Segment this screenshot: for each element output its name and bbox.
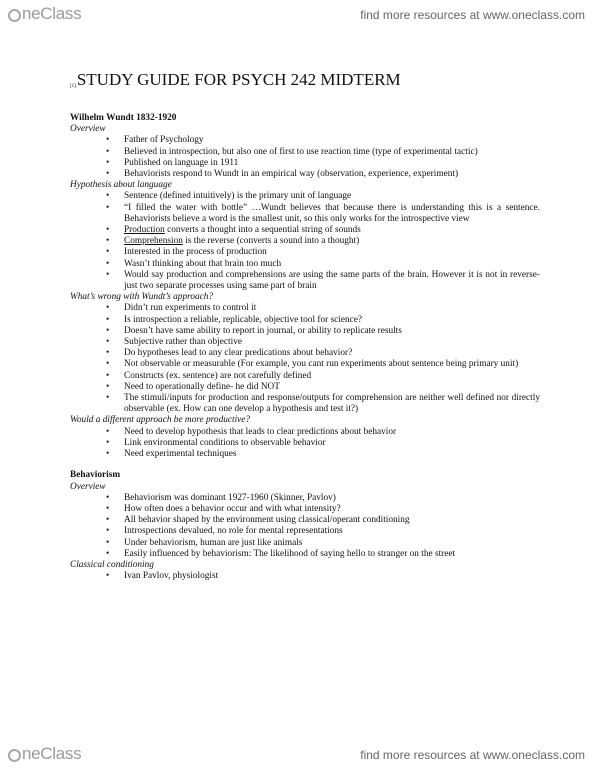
- list-item: • Comprehension is the reverse (converts a sound into a thought): [124, 236, 540, 247]
- list-item: • Didn’t run experiments to control it: [124, 303, 540, 314]
- list-item: • Wasn’t thinking about that brain too much: [124, 259, 540, 270]
- list-item: • Under behaviorism, human are just like animals: [124, 538, 540, 549]
- list-item: • Production converts a thought into a sequential string of sounds: [124, 225, 540, 236]
- subheading-different-approach: Would a different approach be more productive?: [70, 415, 251, 426]
- header-promo-link[interactable]: find more resources at www.oneclass.com: [360, 8, 585, 22]
- list-item: • Subjective rather than objective: [124, 337, 540, 348]
- list-item: • Ivan Pavlov, physiologist: [124, 571, 540, 582]
- list-item: • Doesn’t have same ability to report in journal, or ability to replicate results: [124, 326, 540, 337]
- subheading-hypothesis: Hypothesis about language: [70, 180, 172, 191]
- term-production: Production: [124, 225, 165, 236]
- list-item: • Do hypotheses lead to any clear predications about behavior?: [124, 348, 540, 359]
- subheading-whats-wrong: What’s wrong with Wundt’s approach?: [70, 292, 214, 303]
- list-classical-conditioning: [70, 571, 540, 582]
- oneclass-logo: neClass: [8, 4, 81, 24]
- document-title: [1]STUDY GUIDE FOR PSYCH 242 MIDTERM: [70, 70, 401, 89]
- list-item: • Would say production and comprehensions are using the same parts of the brain. However it is not in reverse-just two separate processes using same part of brain: [124, 270, 540, 292]
- list-item: • Behaviorists respond to Wundt in an empirical way (observation, experience, experiment): [124, 169, 540, 180]
- list-item: • All behavior shaped by the environment using classical/operant conditioning: [124, 515, 540, 526]
- circle-o-icon: [8, 749, 21, 762]
- list-item: • Sentence (defined intuitively) is the primary unit of language: [124, 191, 540, 202]
- footer-promo-link[interactable]: find more resources at www.oneclass.com: [360, 748, 585, 762]
- list-item: • Link environmental conditions to observable behavior: [124, 438, 540, 449]
- list-item: • The stimuli/inputs for production and response/outputs for comprehension are neither well defined nor directly observable (ex. How can one develop a hypothesis and test it?): [124, 393, 540, 415]
- subheading-overview: Overview: [70, 481, 106, 492]
- subheading-overview: Overview: [70, 124, 106, 135]
- list-wundt-overview: [70, 135, 540, 180]
- term-comprehension: Comprehension: [124, 236, 183, 247]
- subheading-classical-conditioning: Classical conditioning: [70, 559, 154, 570]
- list-whats-wrong: [70, 303, 540, 415]
- list-behaviorism-overview: [70, 493, 540, 560]
- list-item: • Believed in introspection, but also one of first to use reaction time (type of experimental tactic): [124, 147, 540, 158]
- list-item: • Behaviorism was dominant 1927-1960 (Skinner, Pavlov): [124, 493, 540, 504]
- list-item: • Introspections devalued, no role for mental representations: [124, 526, 540, 537]
- list-item: • Is introspection a reliable, replicable, objective tool for science?: [124, 315, 540, 326]
- list-item: • “I filled the water with bottle” …Wundt believes that because there is understanding this is a sentence. Behaviorists believe a word is the smallest unit, so this only works for the introspective view: [124, 203, 540, 225]
- list-item: • Constructs (ex. sentence) are not carefully defined: [124, 371, 540, 382]
- section-heading-wundt: Wilhelm Wundt 1832-1920: [70, 113, 177, 123]
- list-item: • Published on language in 1911: [124, 158, 540, 169]
- list-hypothesis: [70, 191, 540, 292]
- list-item: • Interested in the process of production: [124, 247, 540, 258]
- list-item: • Need to operationally define- he did NOT: [124, 382, 540, 393]
- list-item: • Easily influenced by behaviorism: The likelihood of saying hello to stranger on the street: [124, 549, 540, 560]
- list-item: • Need experimental techniques: [124, 449, 540, 460]
- study-guide-document: [70, 70, 540, 582]
- list-item: • Not observable or measurable (For example, you cant run experiments about sentence being primary unit): [124, 359, 540, 370]
- list-different-approach: [70, 427, 540, 461]
- circle-o-icon: [8, 9, 21, 22]
- oneclass-logo-footer: neClass: [8, 744, 81, 764]
- list-item: • How often does a behavior occur and with what intensity?: [124, 504, 540, 515]
- comment-marker: [1]: [70, 84, 76, 89]
- list-item: • Father of Psychology: [124, 135, 540, 146]
- list-item: • Need to develop hypothesis that leads to clear predictions about behavior: [124, 427, 540, 438]
- section-heading-behaviorism: Behaviorism: [70, 470, 121, 481]
